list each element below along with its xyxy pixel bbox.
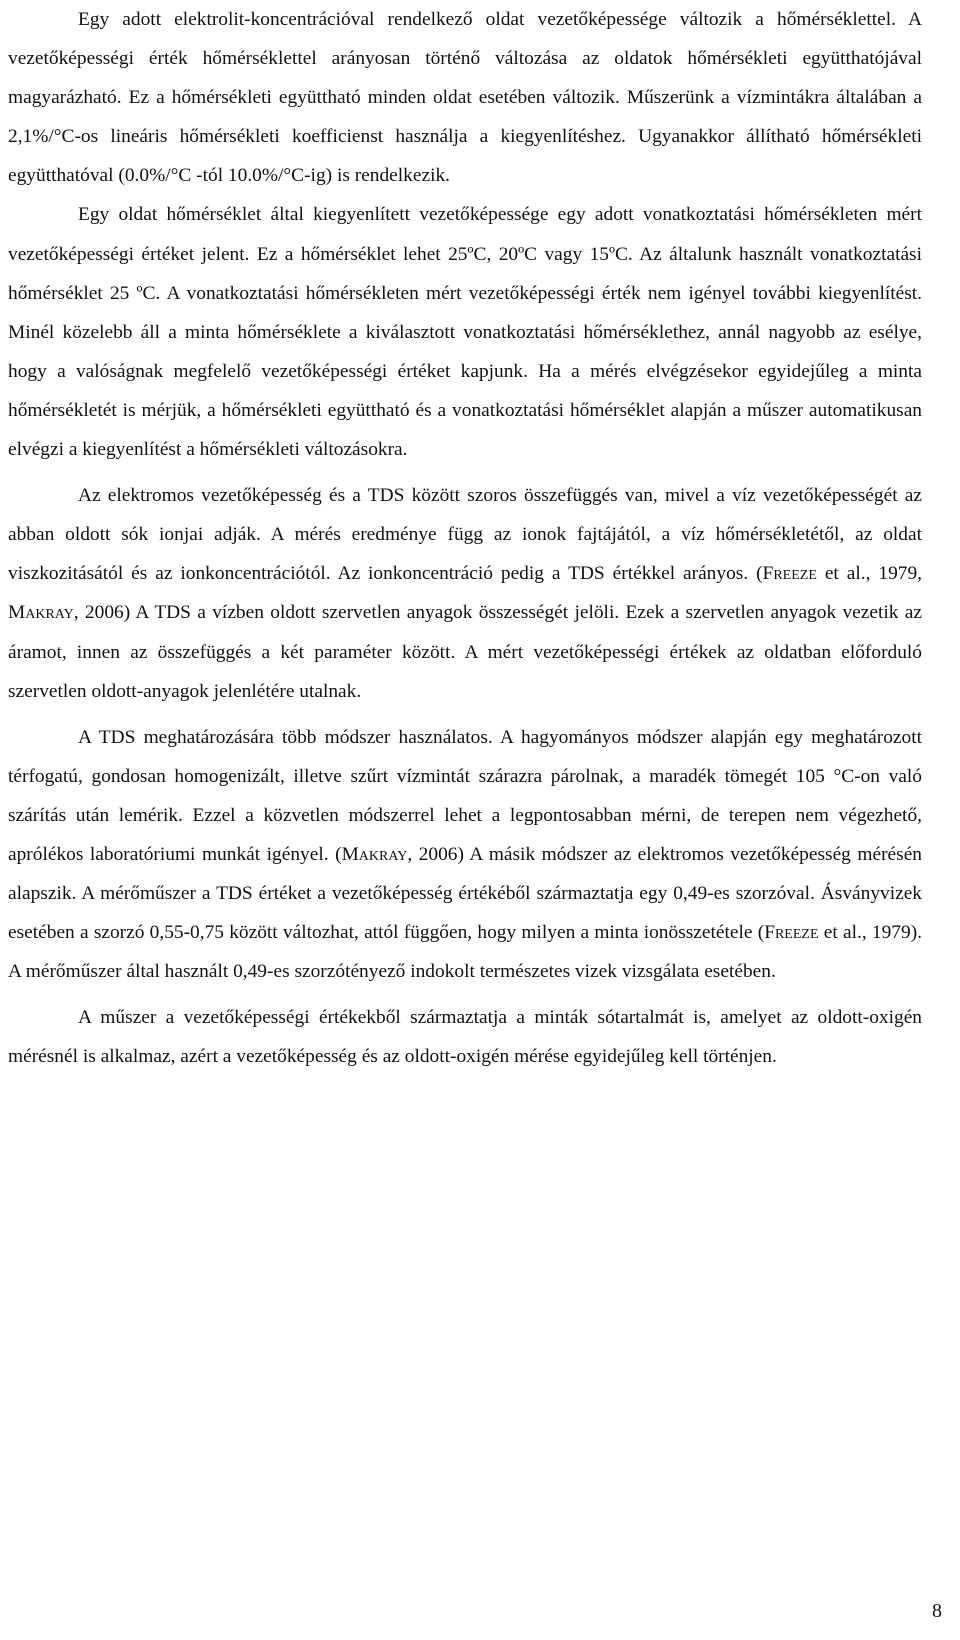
paragraph-tds-methods [8, 718, 922, 992]
text-span: , 2006) A másik módszer az elektromos vezetőképesség mérésén alapszik. A mérőműszer a TDS értéket a vezetőképesség értékéből származtatja egy 0,49-es szorzóval. Ásványvizek esetében a szorzó 0,55-0,75 között változhat, attól függően, hogy milyen a minta ionösszetétele ( [8, 843, 923, 944]
text-span: et al., 1979, [816, 563, 922, 585]
paragraph-conductivity-tds [8, 476, 922, 711]
paragraph-reference-temperature: Egy oldat hőmérséklet által kiegyenlített vezetőképessége egy adott vonatkoztatási hőmérsékleten mért vezetőképességi értéket jelent. Ez a hőmérséklet lehet 25ºC, 20ºC vagy 15ºC. Az általunk használt vonatkoztatási hőmérséklet 25 ºC. A vonatkoztatási hőmérsékleten mért vezetőképességi érték nem igényel további kiegyenlítést. Minél közelebb áll a minta hőmérséklete a kiválasztott vonatkoztatási hőmérséklethez, annál nagyobb az esélye, hogy a valóságnak megfelelő vezetőképességi értéket kapjunk. Ha a mérés elvégzésekor egyidejűleg a minta hőmérsékletét is mérjük, a hőmérsékleti együttható és a vonatkoztatási hőmérséklet alapján a műszer automatikusan elvégzi a kiegyenlítést a hőmérsékleti változásokra. [8, 204, 922, 461]
text-span: A TDS meghatározására több módszer használatos. A hagyományos módszer alapján egy meghatározott térfogatú, gondosan homogenizált, illetve szűrt vízmintát szárazra párolnak, a maradék tömegét 105 °C-on való szárítás után lemérik. Ezzel a közvetlen módszerrel lehet a legpontosabban mérni, de terepen nem végezhető, aprólékos laboratóriumi munkát igényel. ( [8, 726, 922, 865]
author-name: Freeze [762, 563, 817, 585]
text-span: Az elektromos vezetőképesség és a TDS között szoros összefüggés van, mivel a víz vezetőképességét az abban oldott sók ionjai adják. A mérés eredménye függ az ionok fajtájától, a víz hőmérsékletétől, az oldat viszkozitásától és az ionkoncentrációtól. Az ionkoncentráció pedig a TDS értékkel arányos. ( [8, 485, 922, 585]
page-number: 8 [932, 1600, 942, 1622]
author-name: Makray [341, 843, 408, 865]
author-name: Makray [8, 602, 74, 624]
text-span: et al., 1979). A mérőműszer által használt 0,49-es szorzótényező indokolt természetes vizek vizsgálata esetében. [8, 922, 923, 983]
text-span: , 2006) A TDS a vízben oldott szervetlen anyagok összességét jelöli. Ezek a szervetlen anyagok vezetik az áramot, innen az összefüggés a két paraméter között. A mért vezetőképességi értékek az oldatban előforduló szervetlen oldott-anyagok jelenlétére utalnak. [8, 602, 922, 702]
paragraph-salinity: A műszer a vezetőképességi értékekből származtatja a minták sótartalmát is, amelyet az oldott-oxigén mérésnél is alkalmaz, azért a vezetőképesség és az oldott-oxigén mérése egyidejűleg kell történjen. [8, 1007, 922, 1068]
paragraph-temperature-coefficient: Egy adott elektrolit-koncentrációval rendelkező oldat vezetőképessége változik a hőmérséklettel. A vezetőképességi érték hőmérséklettel arányosan történő változása az oldatok hőmérsékleti együtthatójával magyarázható. Ez a hőmérsékleti együttható minden oldat esetében változik. Műszerünk a vízmintákra általában a 2,1%/°C-os lineáris hőmérsékleti koefficienst használja a kiegyenlítéshez. Ugyanakkor állítható hőmérsékleti együtthatóval (0.0%/°C -tól 10.0%/°C-ig) is rendelkezik. [8, 9, 922, 187]
author-name: Freeze [764, 922, 819, 944]
document-page [8, 0, 922, 1077]
